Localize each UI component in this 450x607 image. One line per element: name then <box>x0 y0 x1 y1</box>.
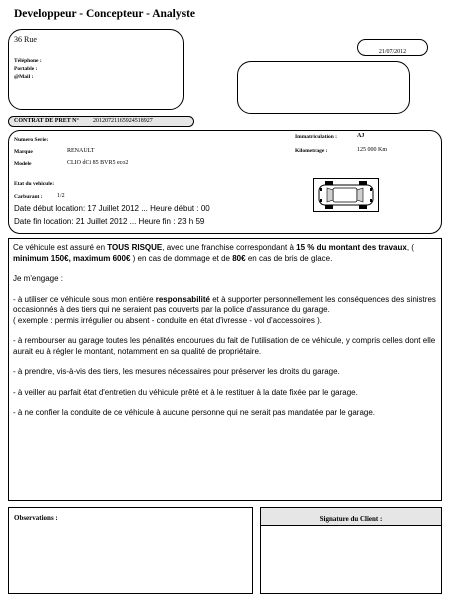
phone-label: Téléphone : <box>14 58 42 64</box>
mileage-label: Kilometrage : <box>295 148 328 154</box>
end-date <box>14 217 204 226</box>
address-street: 36 Rue <box>14 35 37 44</box>
terms-box <box>8 238 442 501</box>
brand-label: Marque <box>14 149 33 155</box>
document-date: 21/07/2012 <box>378 49 407 55</box>
recipient-box <box>237 61 410 114</box>
vehicle-box <box>8 130 442 234</box>
commitment-5: - à ne confier la conduite de ce véhicule à aucune personne qui ne serait pas mandatée par le garage. <box>13 408 376 417</box>
observations-box[interactable] <box>8 507 253 594</box>
signature-label: Signature du Client : <box>319 515 383 523</box>
start-label: Date début location: <box>14 204 86 213</box>
state-label: Etat du vehicule: <box>14 181 55 187</box>
insurance-range: minimum 150€, maximum 600€ <box>13 253 131 263</box>
page-title: Developpeur - Concepteur - Analyste <box>14 8 196 20</box>
signature-header <box>261 508 441 526</box>
start-date <box>14 204 210 213</box>
commitment-4: - à veiller au parfait état d'entretien du véhicule prêté et à le restituer à la date fixée par le garage. <box>13 387 358 397</box>
commitment-2: - à rembourser au garage toutes les pénalités encourues du fait de l'utilisation de ce véhicule, y compris celles dont elle aurait eu à régler le montant, notamment en sa qualité de propriétaire. <box>13 336 436 356</box>
commitment-1: - à utiliser ce véhicule sous mon entière responsabilité et à supporter personnellement les conséquences des sinistres occasionnés à des tiers qui ne seraient pas couverts par la police d'assurance du garage. ( exemple : permis irrégulier ou absent - conduite en état d'ivresse - vol d'accessoires ). <box>13 294 436 325</box>
insurance-type: TOUS RISQUE <box>107 243 163 252</box>
insurance-rate: 15 % du montant des travaux <box>296 243 407 252</box>
contract-label: CONTRAT DE PRET N° <box>14 118 79 124</box>
brand-value: RENAULT <box>67 148 95 154</box>
observations-label: Observations : <box>14 514 58 522</box>
model-value: CLIO dCi 85 BVR5 eco2 <box>67 160 129 166</box>
mobile-label: Portable : <box>14 66 38 72</box>
car-diagram-icon <box>313 178 379 212</box>
date-box <box>357 39 428 56</box>
start-value: 17 Juillet 2012 ... Heure début : 00 <box>87 204 210 213</box>
serial-label: Numero Serie: <box>14 137 49 143</box>
mileage-value: 125 000 Km <box>357 147 387 153</box>
glass-fee: 80€ <box>232 253 246 263</box>
contract-number: 20120721165924518927 <box>93 118 153 124</box>
insurance-paragraph: Ce véhicule est assuré en TOUS RISQUE, avec une franchise correspondant à 15 % du montant des travaux, ( minimum 150€, maximum 600€ ) en cas de dommage et de 80€ en cas de bris de glace. <box>13 243 414 263</box>
model-label: Modele <box>14 161 32 167</box>
contract-number-bar <box>8 116 194 127</box>
terms-text <box>13 243 439 429</box>
fuel-label: Carburant : <box>14 194 43 200</box>
fuel-value: 1/2 <box>57 193 65 199</box>
mail-label: @Mail : <box>14 74 34 80</box>
address-box <box>8 29 184 110</box>
end-label: Date fin location: <box>14 217 74 226</box>
commitment-3: - à prendre, vis-à-vis des tiers, les mesures nécessaires pour préserver les droits du garage. <box>13 367 340 376</box>
end-value: 21 Juillet 2012 ... Heure fin : 23 h 59 <box>75 217 205 226</box>
signature-box[interactable] <box>260 507 442 594</box>
registration-label: Immatriculation : <box>295 134 338 140</box>
registration-value: AJ <box>357 133 365 139</box>
responsibility-word: responsabilité <box>155 294 210 304</box>
commitment-heading: Je m'engage : <box>13 274 64 283</box>
